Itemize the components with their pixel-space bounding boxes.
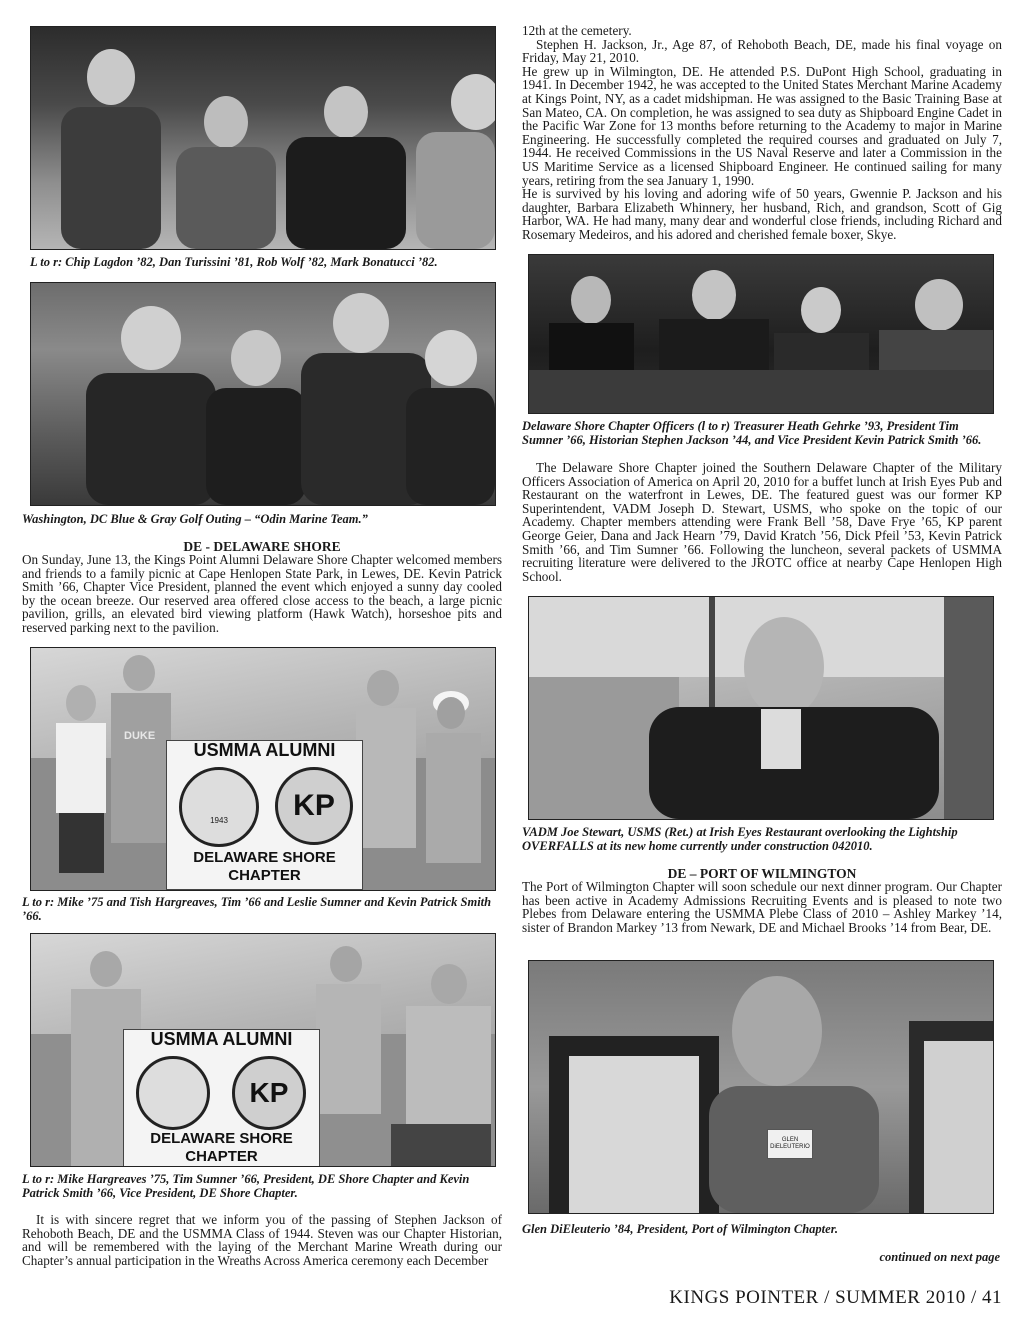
banner-chapter-2: CHAPTER: [185, 1148, 258, 1165]
article-delaware-shore-picnic: [22, 553, 502, 635]
usmma-alumni-banner-2: [123, 1029, 320, 1167]
paragraph-wilmington: The Port of Wilmington Chapter will soon schedule our next dinner program. Our Chapter has been active in Academy Admissions Recruiting Events and is pleased to note two Plebes from Delaware entering the USMMA Plebe Class of 2010 – Ashley Markey ’14, sister of Brandon Markey ’13 from Newark, DE and Michael Brooks ’14 from Bear, DE.: [522, 879, 1002, 935]
article-irish-eyes-luncheon: [522, 461, 1002, 583]
article-stephen-jackson-notice: [22, 1213, 502, 1267]
continued-on-next-page: continued on next page: [879, 1250, 1000, 1264]
photo-golf-foursome: [30, 26, 496, 250]
usmma-alumni-banner: [166, 740, 363, 890]
paragraph-final-voyage: Stephen H. Jackson, Jr., Age 87, of Rehoboth Beach, DE, made his final voyage on Friday, May 21, 2010.: [522, 36, 1002, 66]
caption-golf-foursome: L to r: Chip Lagdon ’82, Dan Turissini ’81, Rob Wolf ’82, Mark Bonatucci ’82.: [30, 255, 438, 269]
paragraph-luncheon: The Delaware Shore Chapter joined the Southern Delaware Chapter of the Military Officers Association of America on April 20, 2010 for a buffet lunch at Irish Eyes Pub and Restaurant on the waterfront in Lewes, DE. The featured guest was our former KP Superintendent, VADM Joseph D. Stewart, USMS, who spoke on the topic of our Academy. Chapter members attending were Frank Bell ’58, Dave Frye ’65, KP parent George Geier, Dana and Jack Hearn ’79, David Kratch ’56, Dick Pfeil ’53, Kevin Patrick Smith ’66, and Tim Sumner ’66. Following the luncheon, several packets of USMMA recruiting literature were delivered to the JROTC office at nearby Cape Henlopen High School.: [522, 460, 1002, 584]
photo-odin-marine-team: [30, 282, 496, 506]
photo-vadm-stewart: [528, 596, 994, 820]
paragraph-survived-by: He is survived by his loving and adoring wife of 50 years, Gwennie P. Jackson and his daughter, Barbara Elizabeth Whinnery, her husband, Rich, and grandson, Scott of Gig Harbor, WA. He had many, many dear and wonderful close friends, including Richard and Rosemary Medeiros, and his adored and cherished female boxer, Skye.: [522, 186, 1002, 242]
caption-odin-marine-team: Washington, DC Blue & Gray Golf Outing – “Odin Marine Team.”: [22, 512, 368, 526]
caption-chapter-officers: Delaware Shore Chapter Officers (l to r) Treasurer Heath Gehrke ’93, President Tim Sumner ’66, Historian Stephen Jackson ’44, and Vice President Kevin Patrick Smith ’66.: [522, 419, 982, 447]
banner-subtitle: DELAWARE SHORE: [193, 849, 336, 866]
academy-seal-icon: 1943: [179, 767, 259, 847]
banner-chapter: CHAPTER: [228, 867, 301, 884]
kp-logo-2: KP: [232, 1056, 306, 1130]
paragraph-picnic: On Sunday, June 13, the Kings Point Alumni Delaware Shore Chapter welcomed members and friends to a family picnic at Cape Henlopen State Park, in Lewes, DE. Kevin Patrick Smith ’66, Chapter Vice President, planned the event which enjoyed a sunny day cooled by the ocean breeze. Our reserved area offered close access to the beach, a large picnic pavilion, grills, an elevated bird viewing platform (Hawk Watch), horseshoe pits and reserved parking next to the pavilion.: [22, 552, 502, 635]
academy-seal-icon-2: [136, 1056, 210, 1130]
article-port-of-wilmington: [522, 880, 1002, 934]
caption-banner-trio: L to r: Mike Hargreaves ’75, Tim Sumner ’66, President, DE Shore Chapter and Kevin Patrick Smith ’66, Vice President, DE Shore Chapter.: [22, 1172, 470, 1200]
paragraph-biography: He grew up in Wilmington, DE. He attended P.S. DuPont High School, graduating in 1941. In December 1942, he was accepted to the United States Merchant Marine Academy at Kings Point, NY, as a cadet midshipman. He was assigned to the Basic Training Base at San Mateo, CA. On completion, he was assigned to sea duty as Shipboard Engine Cadet in the Pacific War Zone for 13 months before returning to the Academy to major in Marine Engineering. He successfully completed the required courses and graduated on July 7, 1944. He received Commissions in the US Naval Reserve and later a Commission in the US Maritime Service as a licensed Shipboard Engineer. He continued sailing for many years, retiring from the sea January 1, 1990.: [522, 63, 1002, 188]
photo-chapter-officers: [528, 254, 994, 414]
shirt-logo: DUKE: [124, 730, 156, 742]
photo-banner-trio: [30, 933, 496, 1167]
caption-vadm-stewart: VADM Joe Stewart, USMS (Ret.) at Irish Eyes Restaurant overlooking the Lightship OVERFALLS at its new home currently under construction 042010.: [522, 825, 958, 853]
article-stephen-jackson-obituary: [522, 24, 1002, 242]
banner-title-2: USMMA ALUMNI: [150, 1029, 293, 1049]
paragraph-passing-notice: It is with sincere regret that we inform you of the passing of Stephen Jackson of Rehoboth Beach, DE and the USMMA Class of 1944. Steven was our Chapter Historian, and will be remembered with the laying of the Merchant Marine Wreath during our Chapter’s annual participation in the Wreaths Across America ceremony each December: [22, 1212, 502, 1268]
banner-subtitle-2: DELAWARE SHORE: [150, 1130, 293, 1147]
caption-banner-couples: L to r: Mike ’75 and Tish Hargreaves, Tim ’66 and Leslie Sumner and Kevin Patrick Smith ’66.: [22, 895, 492, 923]
page-footer: KINGS POINTER / SUMMER 2010 / 41: [669, 1287, 1002, 1308]
paragraph-cemetery: 12th at the cemetery.: [522, 23, 632, 38]
photo-glen-dieleuterio: [528, 960, 994, 1214]
name-badge: GLEN DiELEUTERIO: [767, 1129, 813, 1159]
photo-banner-couples: [30, 647, 496, 891]
banner-title: USMMA ALUMNI: [193, 740, 336, 760]
heading-delaware-shore: DE - DELAWARE SHORE: [183, 539, 341, 554]
kp-logo: KP: [275, 767, 353, 845]
heading-port-of-wilmington: DE – PORT OF WILMINGTON: [667, 866, 857, 881]
caption-glen-dieleuterio: Glen DiEleuterio ’84, President, Port of Wilmington Chapter.: [522, 1222, 839, 1236]
